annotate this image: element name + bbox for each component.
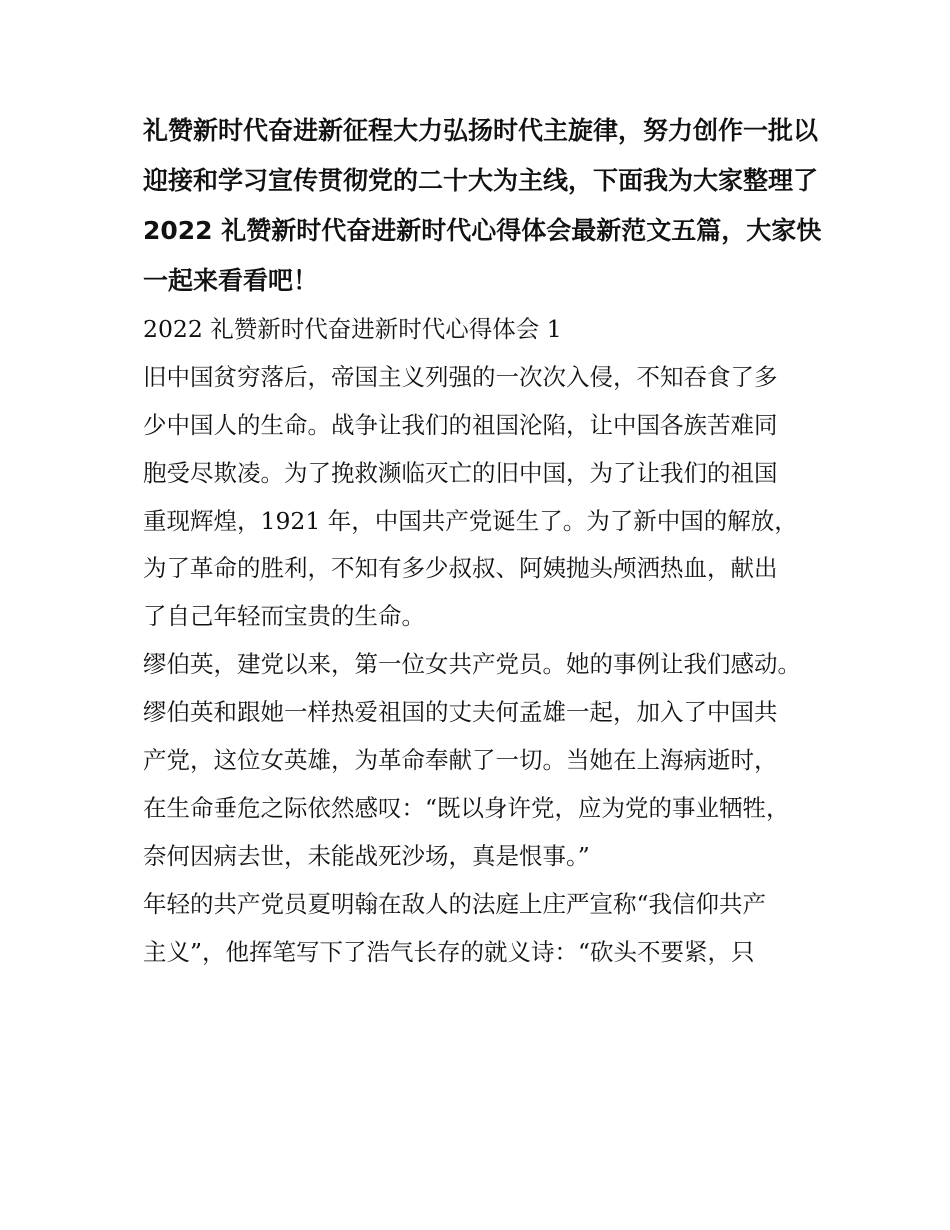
paragraph-line: 为了革命的胜利，不知有多少叔叔、阿姨抛头颅洒热血，献出 [143, 554, 778, 583]
document-body [143, 106, 843, 976]
body-paragraph-2 [143, 641, 843, 880]
paragraph-line: 少中国人的生命。战争让我们的祖国沦陷，让中国各族苦难同 [143, 410, 778, 439]
intro-line: 2022 礼赞新时代奋进新时代心得体会最新范文五篇，大家快 [143, 216, 822, 245]
paragraph-line: 主义”，他挥笔写下了浩气长存的就义诗：“砍头不要紧，只 [143, 937, 755, 966]
paragraph-line: 缪伯英和跟她一样热爱祖国的丈夫何孟雄一起，加入了中国共 [143, 698, 778, 727]
paragraph-line: 缪伯英，建党以来，第一位女共产党员。她的事例让我们感动。 [143, 650, 801, 679]
intro-line: 礼赞新时代奋进新征程大力弘扬时代主旋律，努力创作一批以 [143, 116, 819, 145]
paragraph-line: 重现辉煌，1921 年，中国共产党诞生了。为了新中国的解放， [143, 506, 798, 535]
intro-line: 迎接和学习宣传贯彻党的二十大为主线，下面我为大家整理了 [143, 166, 819, 195]
section-heading: 2022 礼赞新时代奋进新时代心得体会 1 [143, 315, 562, 343]
paragraph-line: 在生命垂危之际依然感叹：“既以身许党，应为党的事业牺牲， [143, 793, 790, 822]
intro-line: 一起来看看吧！ [143, 266, 319, 295]
paragraph-line: 了自己年轻而宝贵的生命。 [143, 602, 425, 631]
paragraph-line: 年轻的共产党员夏明翰在敌人的法庭上庄严宣称“我信仰共产 [143, 889, 767, 918]
paragraph-line: 胞受尽欺凌。为了挽救濒临灭亡的旧中国，为了让我们的祖国 [143, 458, 778, 487]
body-paragraph-3 [143, 881, 843, 977]
paragraph-line: 旧中国贫穷落后，帝国主义列强的一次次入侵，不知吞食了多 [143, 362, 778, 391]
paragraph-line: 产党，这位女英雄，为革命奉献了一切。当她在上海病逝时， [143, 746, 778, 775]
paragraph-line: 奈何因病去世，未能战死沙场，真是恨事。” [143, 841, 590, 870]
intro-paragraph [143, 106, 843, 306]
body-paragraph-1 [143, 354, 843, 641]
